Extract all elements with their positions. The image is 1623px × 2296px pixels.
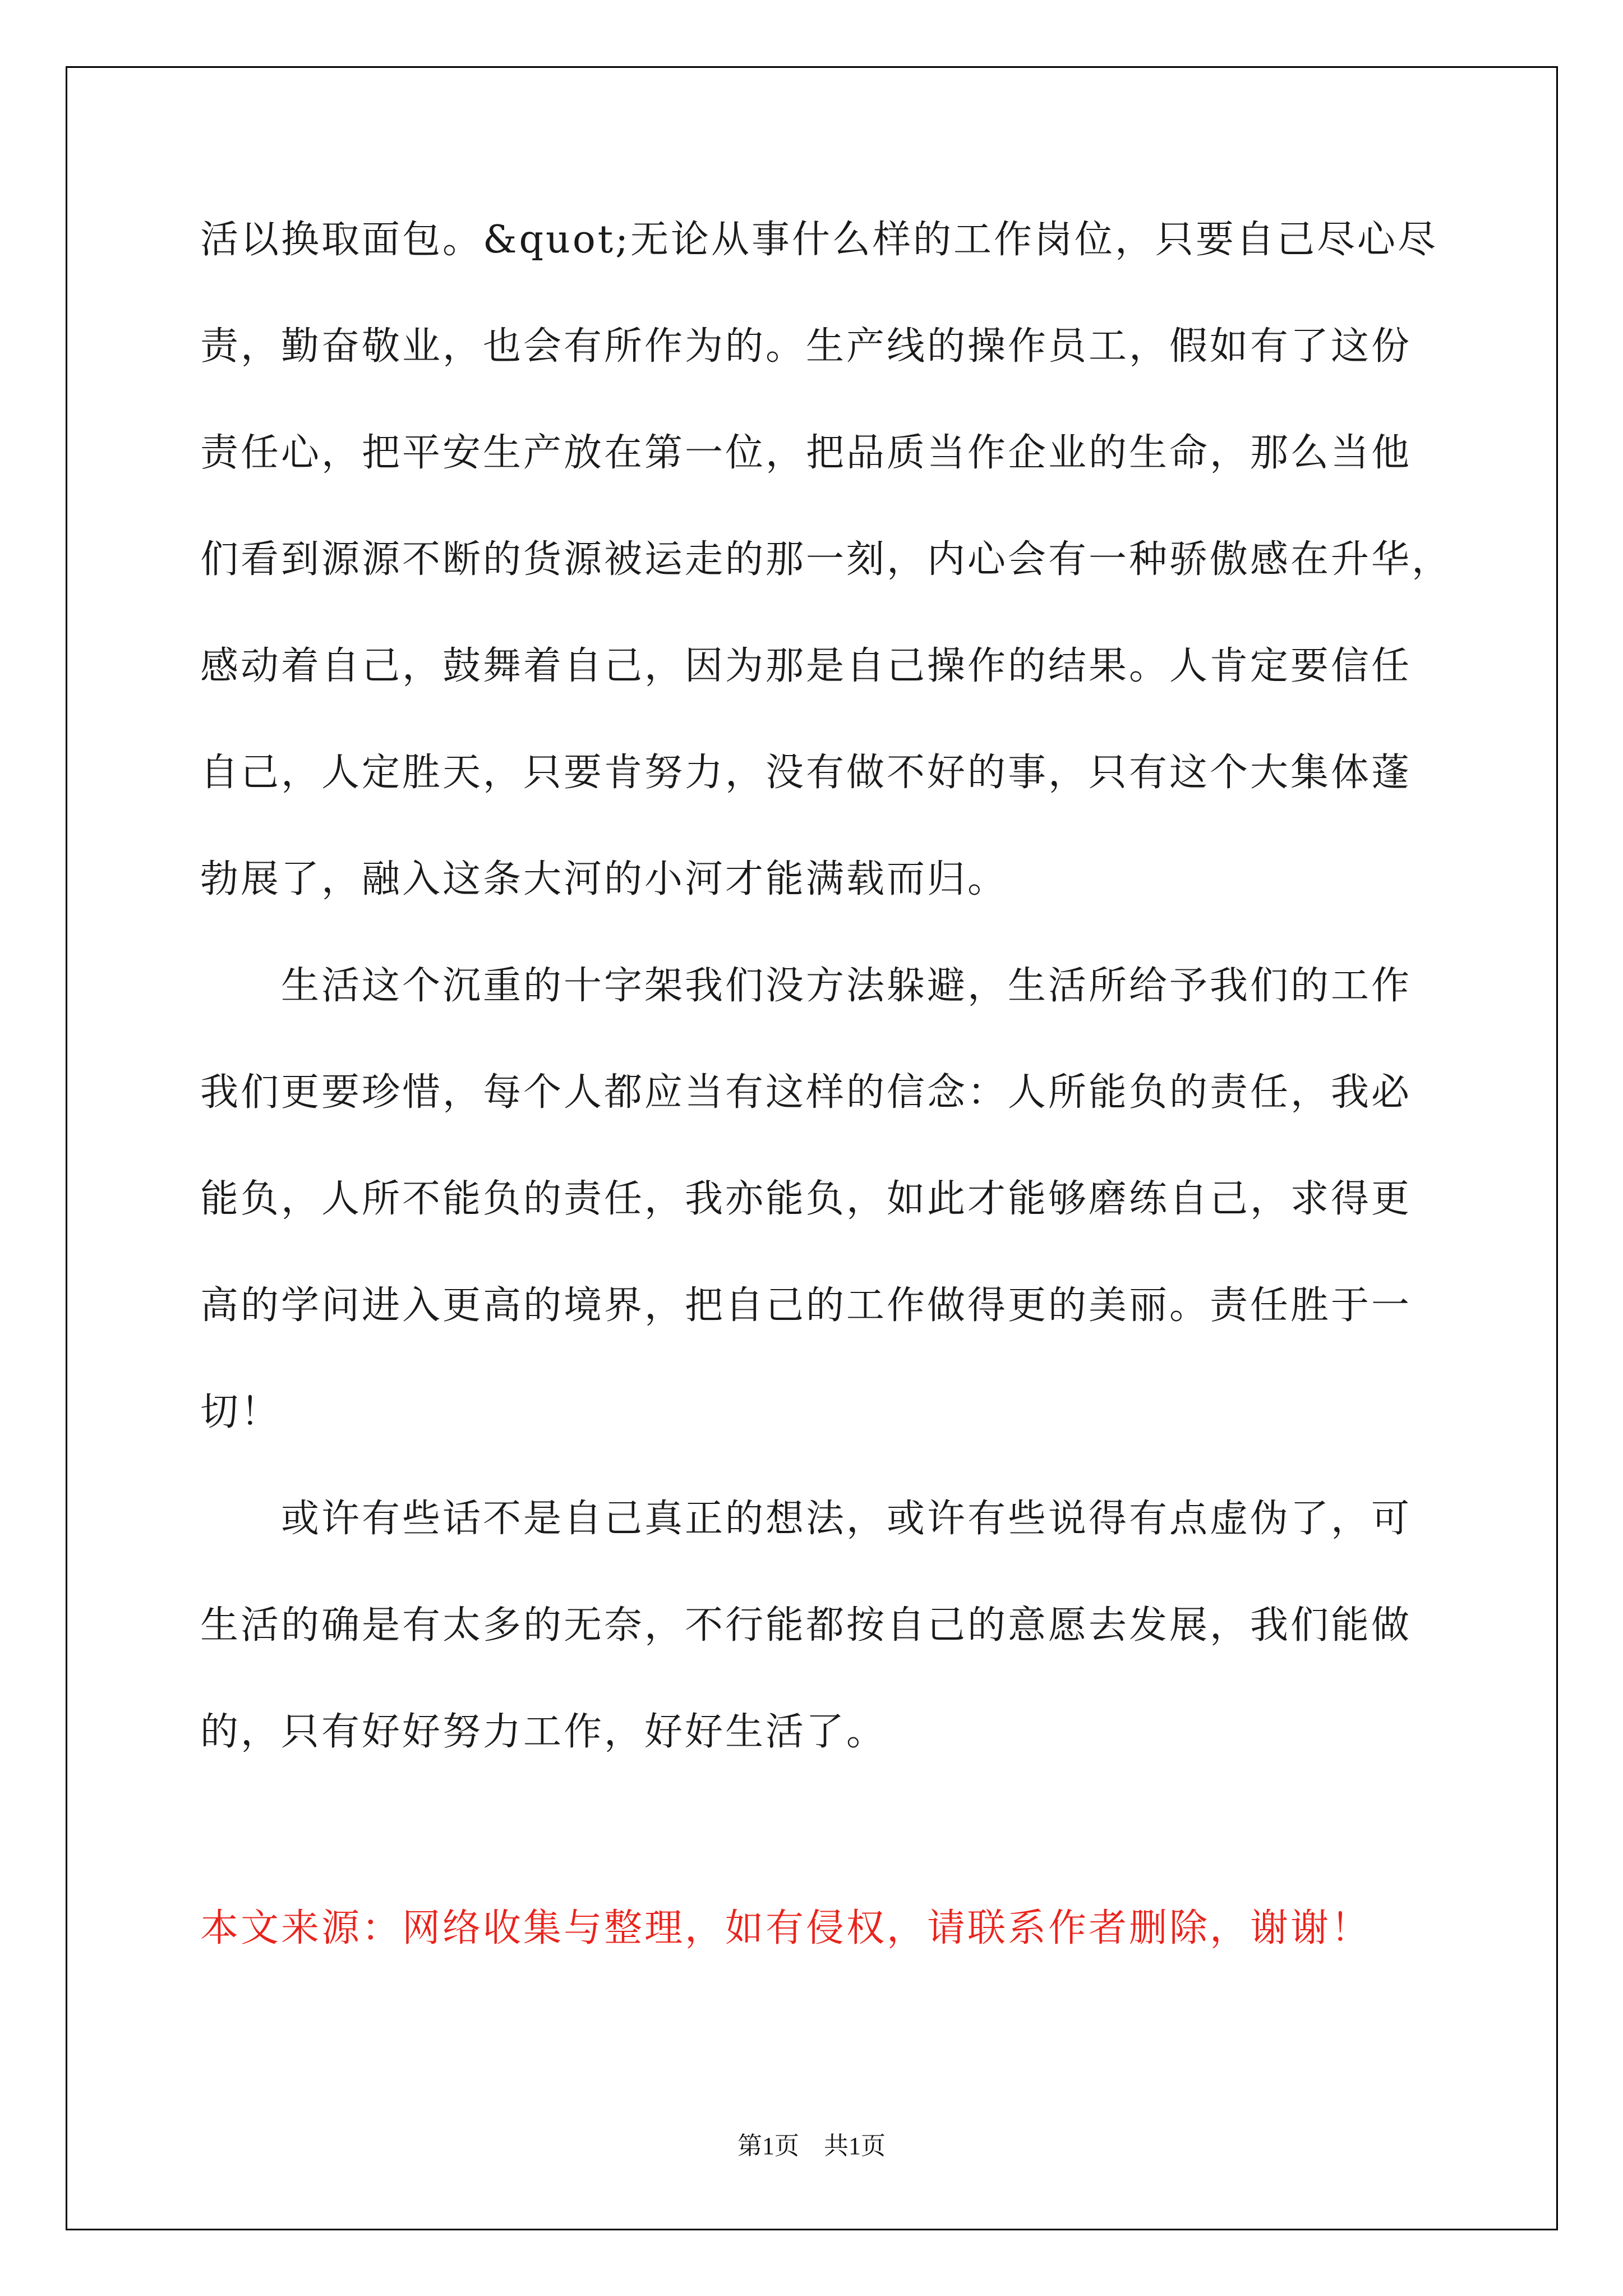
paragraph-2-line-2: 我们更要珍惜，每个人都应当有这样的信念：人所能负的责任，我必 (200, 1070, 1412, 1115)
source-note: 本文来源：网络收集与整理，如有侵权，请联系作者删除，谢谢！ (200, 1906, 1372, 1950)
paragraph-1-line-6: 自己，人定胜天，只要肯努力，没有做不好的事，只有这个大集体蓬 (200, 751, 1412, 795)
paragraph-1-line-4: 们看到源源不断的货源被运走的那一刻，内心会有一种骄傲感在升华， (200, 537, 1453, 582)
paragraph-1-line-3: 责任心，把平安生产放在第一位，把品质当作企业的生命，那么当他 (200, 431, 1412, 475)
paragraph-1-line-5: 感动着自己，鼓舞着自己，因为那是自己操作的结果。人肯定要信任 (200, 644, 1412, 688)
page-footer: 第1页 共1页 (737, 2132, 886, 2160)
paragraph-1-line-1: 活以换取面包。&quot;无论从事什么样的工作岗位，只要自己尽心尽 (200, 218, 1438, 262)
paragraph-2-line-1: 生活这个沉重的十字架我们没方法躲避，生活所给予我们的工作 (200, 964, 1412, 1008)
paragraph-1-line-2: 责，勤奋敬业，也会有所作为的。生产线的操作员工，假如有了这份 (200, 324, 1412, 369)
paragraph-3-line-2: 生活的确是有太多的无奈，不行能都按自己的意愿去发展，我们能做 (200, 1603, 1412, 1648)
paragraph-2-line-4: 高的学问进入更高的境界，把自己的工作做得更的美丽。责任胜于一 (200, 1283, 1412, 1328)
paragraph-1-line-7: 勃展了，融入这条大河的小河才能满载而归。 (200, 857, 1008, 901)
paragraph-3-line-1: 或许有些话不是自己真正的想法，或许有些说得有点虚伪了，可 (200, 1497, 1412, 1541)
paragraph-2-line-3: 能负，人所不能负的责任，我亦能负，如此才能够磨练自己，求得更 (200, 1177, 1412, 1221)
paragraph-3-line-3: 的，只有好好努力工作，好好生活了。 (200, 1710, 887, 1754)
paragraph-2-line-5: 切！ (200, 1390, 282, 1434)
